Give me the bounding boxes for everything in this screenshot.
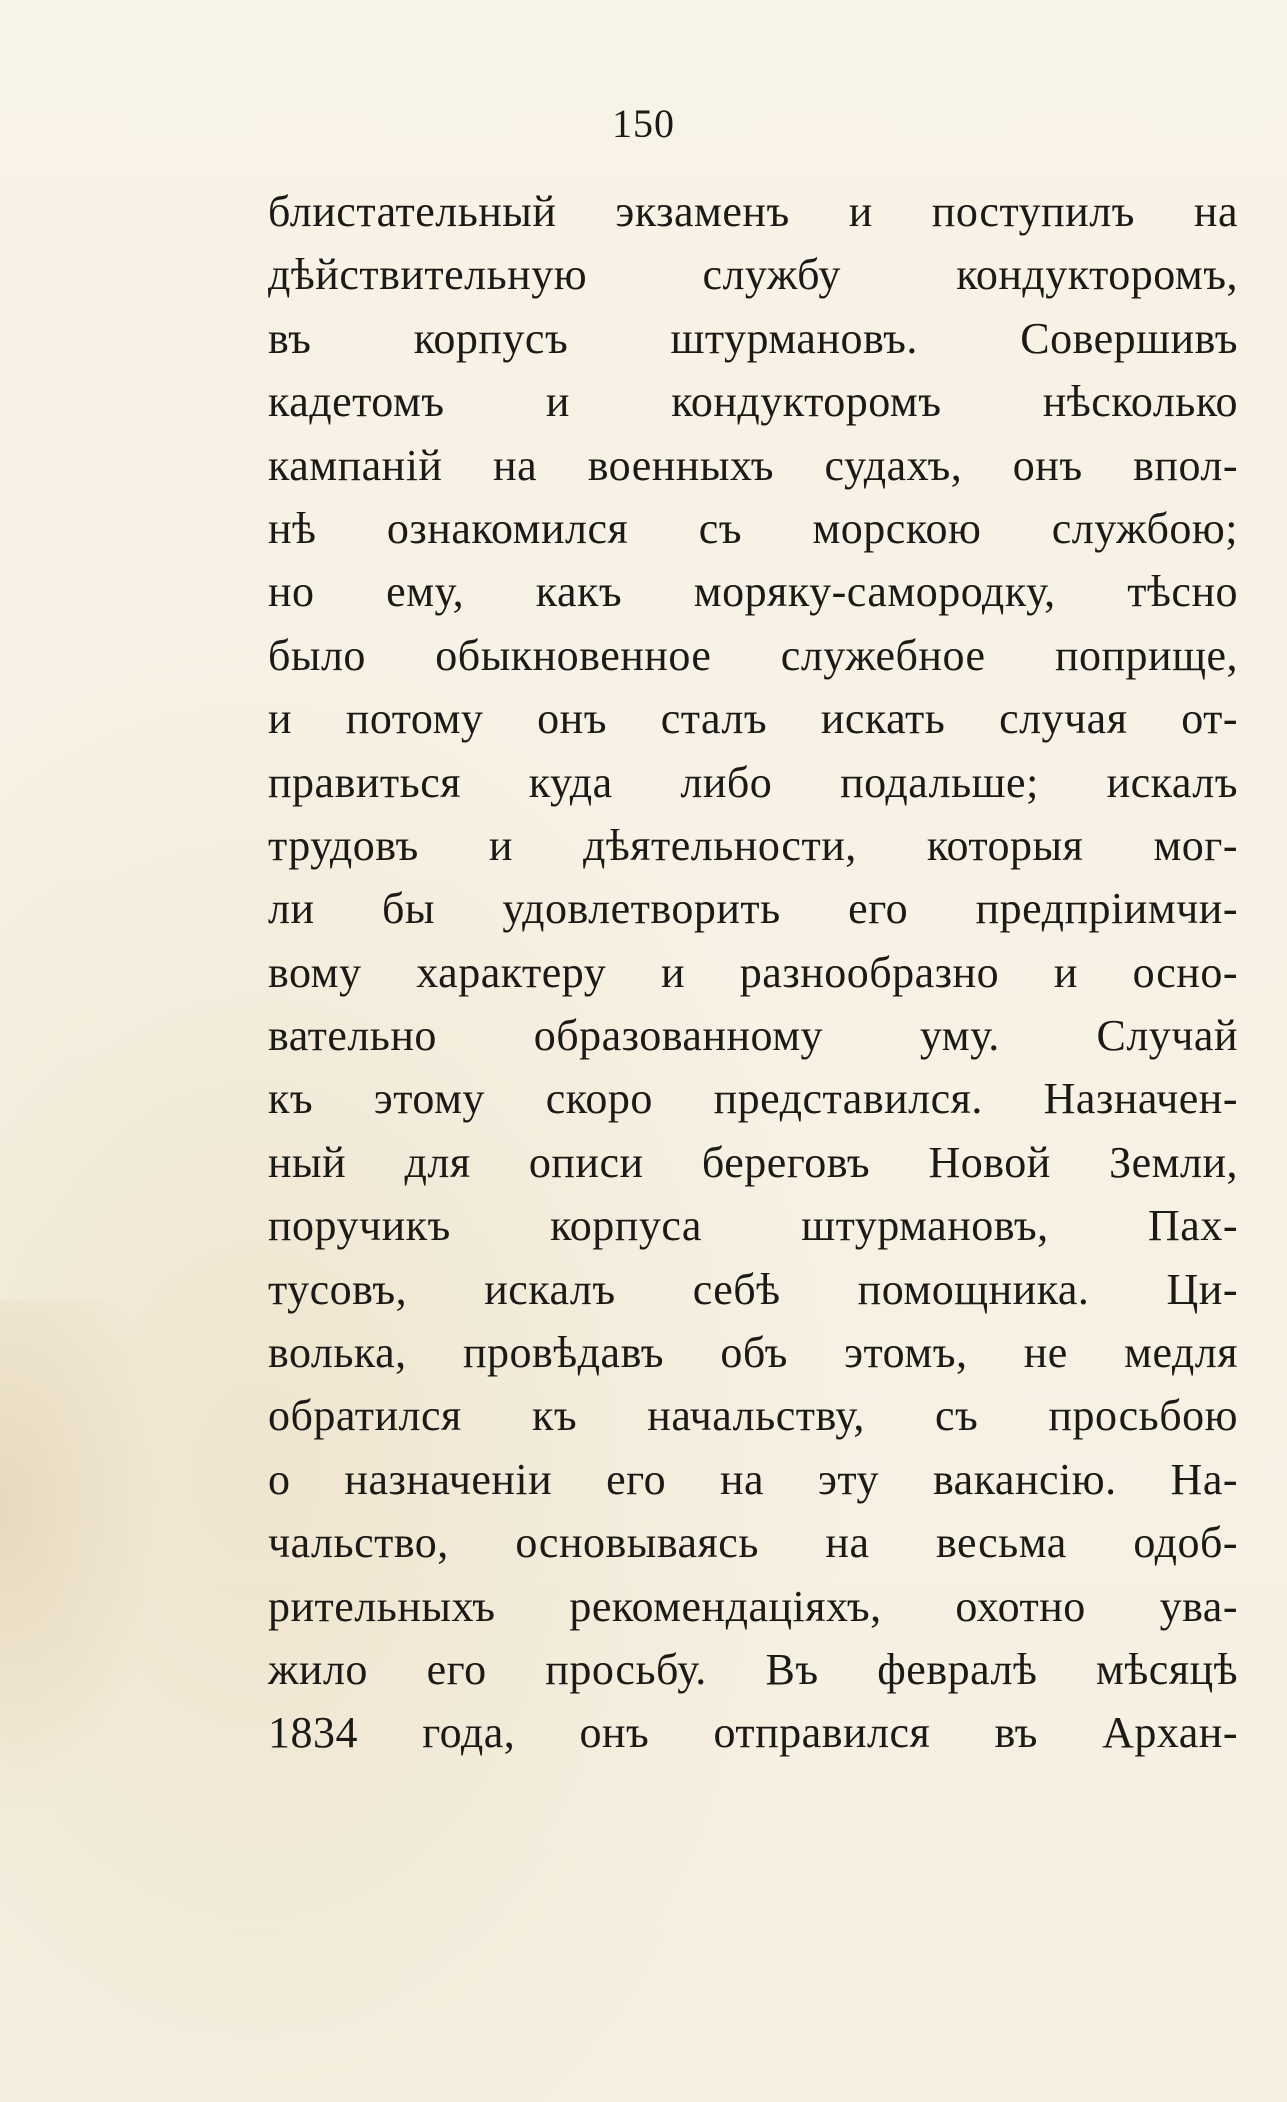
text-line-18: тусовъ, искалъ себѣ помощника. Ци- xyxy=(268,1264,1238,1314)
text-line-7: но ему, какъ моряку-самородку, тѣсно xyxy=(268,567,1238,617)
text-line-6: нѣ ознакомился съ морскою службою; xyxy=(268,503,1238,553)
text-line-24: жило его просьбу. Въ февралѣ мѣсяцѣ xyxy=(268,1644,1238,1694)
page-number: 150 xyxy=(612,101,675,146)
text-line-16: ный для описи береговъ Новой Земли, xyxy=(268,1137,1238,1187)
paper-stain xyxy=(0,1300,160,1820)
text-line-9: и потому онъ сталъ искать случая от- xyxy=(268,694,1238,744)
text-line-22: чальство, основываясь на весьма одоб- xyxy=(268,1518,1238,1568)
text-line-2: дѣйствительную службу кондукторомъ, xyxy=(268,250,1238,300)
text-line-14: вательно образованному уму. Случай xyxy=(268,1011,1238,1061)
text-line-3: въ корпусъ штурмановъ. Совершивъ xyxy=(268,313,1238,363)
text-line-21: о назначеніи его на эту вакансію. На- xyxy=(268,1454,1238,1504)
text-line-1: блистательный экзаменъ и поступилъ на xyxy=(268,187,1238,236)
body-text xyxy=(268,180,1238,1765)
text-line-4: кадетомъ и кондукторомъ нѣсколько xyxy=(268,377,1238,427)
text-line-10: правиться куда либо подальше; искалъ xyxy=(268,757,1238,807)
text-line-15: къ этому скоро представился. Назначен- xyxy=(268,1074,1238,1124)
text-line-20: обратился къ начальству, съ просьбою xyxy=(268,1391,1238,1441)
text-line-11: трудовъ и дѣятельности, которыя мог- xyxy=(268,820,1238,870)
text-line-5: кампаній на военныхъ судахъ, онъ впол- xyxy=(268,440,1238,490)
text-line-8: было обыкновенное служебное поприще, xyxy=(268,630,1238,680)
text-line-12: ли бы удовлетворить его предпріимчи- xyxy=(268,884,1238,934)
text-line-13: вому характеру и разнообразно и осно- xyxy=(268,947,1238,997)
text-line-25: 1834 года, онъ отправился въ Архан- xyxy=(268,1708,1238,1758)
text-line-19: волька, провѣдавъ объ этомъ, не медля xyxy=(268,1328,1238,1378)
text-line-23: рительныхъ рекомендаціяхъ, охотно ува- xyxy=(268,1581,1238,1631)
text-line-17: поручикъ корпуса штурмановъ, Пах- xyxy=(268,1201,1238,1251)
